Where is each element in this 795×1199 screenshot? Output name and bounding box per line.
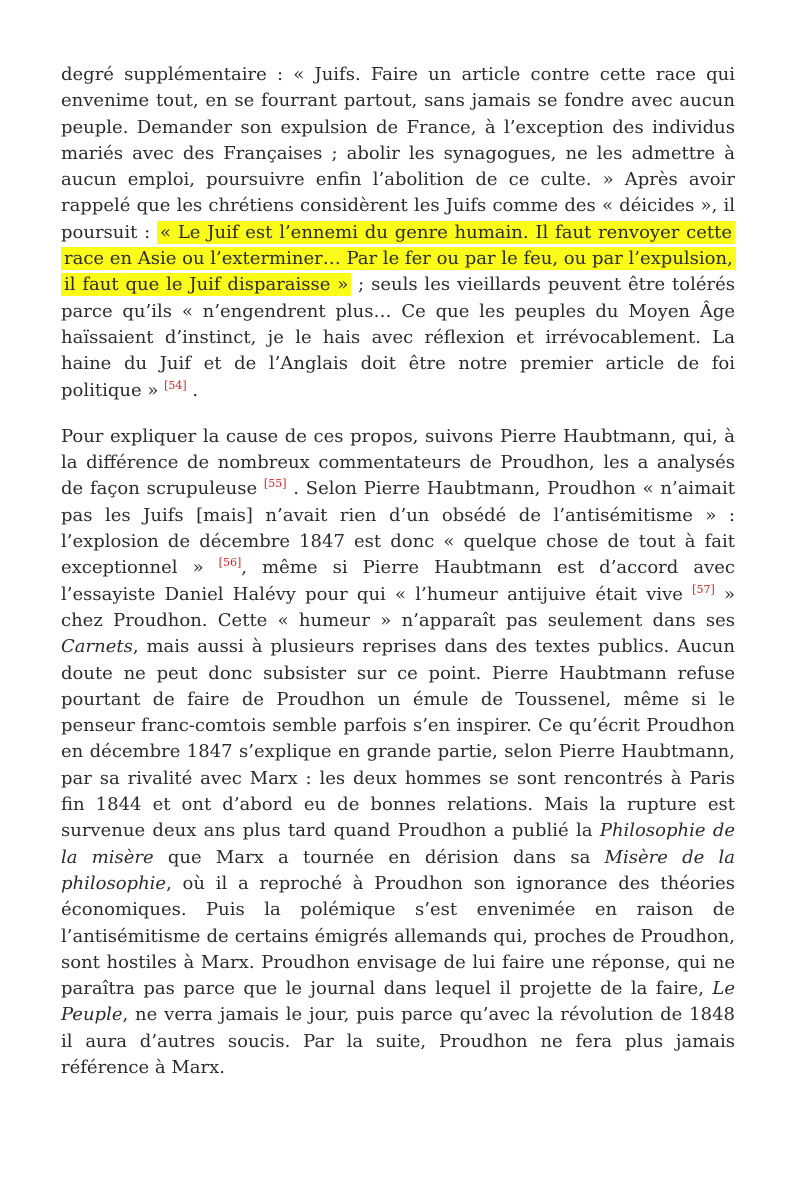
title-le-peuple: Le Peuple xyxy=(61,978,735,1026)
paragraph-2 xyxy=(61,424,735,1081)
paragraph-2-text-5: , mais aussi à plusieurs reprises dans des textes publics. Aucun doute ne peut donc subsister sur ce point. Pierre Haubtmann refuse pourtant de faire de Proudhon un émule de Toussenel, même si le penseur franc-comtois semble parfois s’en inspirer. Ce qu’écrit Proudhon en décembre 1847 s’explique en grande partie, selon Pierre Haubtmann, par sa rivalité avec Marx : les deux hommes se sont rencontrés à Paris fin 1844 et ont d’abord eu de bonnes relations. Mais la rupture est survenue deux ans plus tard quand Proudhon a publié la xyxy=(61,636,735,842)
paragraph-2-text-1: Pour expliquer la cause de ces propos, suivons Pierre Haubtmann, qui, à la différence de nombreux commentateurs de Proudhon, les a analysés de façon scrupuleuse xyxy=(61,425,735,500)
paragraph-2-text-6: que Marx a tournée en dérision dans sa xyxy=(153,846,605,868)
paragraph-1-text-b: ; seuls les vieillards peuvent être tolérés parce qu’ils « n’engendrent plus… Ce que les peuples du Moyen Âge haïssaient d’instinct, je le hais avec réflexion et irrévocablement. La haine du Juif et de l’Anglais doit être notre premier article de foi politique » xyxy=(61,274,735,401)
title-misere-de-la-philosophie: Misère de la philosophie xyxy=(61,846,735,894)
paragraph-2-text-8: , ne verra jamais le jour, puis parce qu’avec la révolution de 1848 il aura d’autres soucis. Par la suite, Proudhon ne fera plus jamais référence à Marx. xyxy=(61,1004,735,1078)
paragraph-2-text-7: , où il a reproché à Proudhon son ignorance des théories économiques. Puis la polémique s’est envenimée en raison de l’antisémitisme de certains émigrés allemands qui, proches de Proudhon, sont hostiles à Marx. Proudhon envisage de lui faire une réponse, qui ne paraîtra pas parce que le journal dans lequel il projette de la faire, xyxy=(61,872,735,1000)
paragraph-1-text-c: . xyxy=(186,379,199,401)
footnote-ref-57[interactable]: [57] xyxy=(692,582,715,596)
paragraph-1 xyxy=(61,62,735,404)
title-philosophie-de-la-misere: Philosophie de la misère xyxy=(61,820,735,868)
title-carnets: Carnets xyxy=(61,636,133,658)
footnote-ref-56[interactable]: [56] xyxy=(218,556,242,570)
highlighted-quote: « Le Juif est l’ennemi du genre humain. Il faut renvoyer cette race en Asie ou l’exterminer… Par le fer ou par le feu, ou par l’expulsion, il faut que le Juif disparaisse » xyxy=(61,221,736,297)
footnote-ref-55[interactable]: [55] xyxy=(263,477,287,491)
footnote-ref-54[interactable]: [54] xyxy=(164,378,187,392)
paragraph-2-text-3: , même si Pierre Haubtmann est d’accord avec l’essayiste Daniel Halévy pour qui « l’humeur antijuive était vive xyxy=(61,557,736,605)
paragraph-2-text-2: . Selon Pierre Haubtmann, Proudhon « n’aimait pas les Juifs [mais] n’avait rien d’un obsédé de l’antisémitisme » : l’explosion de décembre 1847 est donc « quelque chose de tout à fait exceptionnel » xyxy=(61,478,735,579)
paragraph-2-text-4: » chez Proudhon. Cette « humeur » n’apparaît pas seulement dans ses xyxy=(61,583,736,631)
paragraph-1-text-a: degré supplémentaire : « Juifs. Faire un article contre cette race qui envenime tout, en se fourrant partout, sans jamais se fondre avec aucun peuple. Demander son expulsion de France, à l’exception des individus mariés avec des Françaises ; abolir les synagogues, ne les admettre à aucun emploi, poursuivre enfin l’abolition de ce culte. » Après avoir rappelé que les chrétiens considèrent les Juifs comme des « déicides », il poursuit : xyxy=(61,64,735,243)
